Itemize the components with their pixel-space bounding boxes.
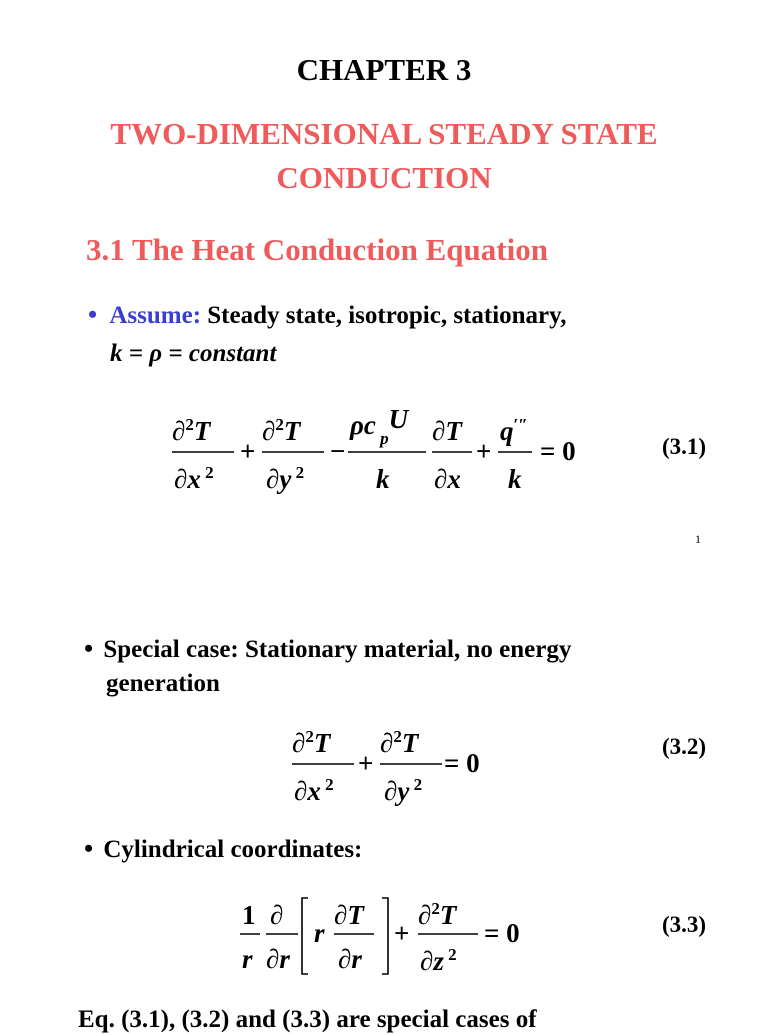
- svg-text:+: +: [240, 436, 256, 466]
- svg-text:= 0: = 0: [484, 918, 520, 948]
- bullet-assume: [88, 300, 567, 330]
- svg-text:∂r: ∂r: [266, 944, 290, 974]
- bullet-cylindrical: [84, 834, 362, 864]
- chapter-title-line2: CONDUCTION: [276, 160, 492, 195]
- svg-text:∂2T: ∂$^2$T: [172, 415, 211, 446]
- svg-text:∂y 2: ∂y $^2$: [266, 463, 305, 494]
- svg-text:∂z 2: ∂z $^2$: [420, 945, 457, 976]
- bullet-marker: •: [88, 300, 98, 329]
- svg-text:q′″: q′″: [500, 415, 528, 446]
- chapter-title: [0, 112, 768, 200]
- svg-text:∂: ∂: [270, 900, 284, 930]
- svg-text:∂2T: ∂$^2$T: [418, 899, 457, 930]
- equation-3-2: [290, 714, 490, 810]
- equation-3-1: [170, 400, 610, 500]
- svg-text:= 0: = 0: [444, 748, 480, 778]
- equation-3-3: [238, 890, 538, 986]
- svg-text:ρc pU: ρc $_p$U: [350, 404, 409, 448]
- svg-text:∂x: ∂x: [434, 464, 461, 494]
- assume-constants: [110, 340, 276, 368]
- svg-text:1: 1: [242, 900, 256, 930]
- svg-text:∂x 2: ∂x $^2$: [174, 463, 214, 494]
- svg-text:+: +: [358, 748, 374, 778]
- special-case-line2: generation: [106, 670, 220, 697]
- bullet-marker: •: [84, 834, 94, 863]
- svg-text:∂x 2: ∂x $^2$: [294, 775, 334, 806]
- svg-text:∂2T: ∂$^2$T: [292, 727, 331, 758]
- svg-text:∂2T: ∂$^2$T: [380, 727, 419, 758]
- svg-text:r: r: [242, 944, 253, 974]
- chapter-title-line1: TWO-DIMENSIONAL STEADY STATE: [110, 116, 658, 151]
- special-case-text: Special case: Stationary material, no energy: [103, 636, 572, 663]
- equation-number-3-3: (3.3): [662, 912, 707, 937]
- bullet-marker: •: [84, 634, 94, 663]
- svg-text:∂T: ∂T: [432, 416, 462, 446]
- assume-text: Steady state, isotropic, stationary,: [207, 302, 567, 329]
- assume-constants-text: k = ρ = constant: [110, 340, 277, 367]
- svg-text:+: +: [394, 918, 410, 948]
- svg-text:−: −: [330, 436, 346, 466]
- equation-number-3-2: (3.2): [662, 734, 707, 759]
- chapter-heading: CHAPTER 3: [296, 52, 472, 87]
- svg-text:r: r: [314, 918, 325, 948]
- svg-text:= 0: = 0: [540, 436, 576, 466]
- assume-label: Assume:: [109, 302, 202, 329]
- svg-text:∂T: ∂T: [334, 900, 364, 930]
- page-number: 1: [695, 532, 701, 546]
- equation-number-3-1: (3.1): [662, 434, 707, 459]
- svg-text:+: +: [476, 436, 492, 466]
- footer-text: Eq. (3.1), (3.2) and (3.3) are special cases of: [78, 1006, 537, 1033]
- cylindrical-text: Cylindrical coordinates:: [103, 836, 363, 863]
- svg-text:∂y 2: ∂y $^2$: [384, 775, 423, 806]
- svg-text:∂2T: ∂$^2$T: [262, 415, 301, 446]
- svg-text:∂r: ∂r: [338, 944, 362, 974]
- svg-text:k: k: [376, 464, 390, 494]
- section-heading: 3.1 The Heat Conduction Equation: [86, 232, 548, 267]
- bullet-special-case: [84, 634, 571, 664]
- svg-text:k: k: [508, 464, 522, 494]
